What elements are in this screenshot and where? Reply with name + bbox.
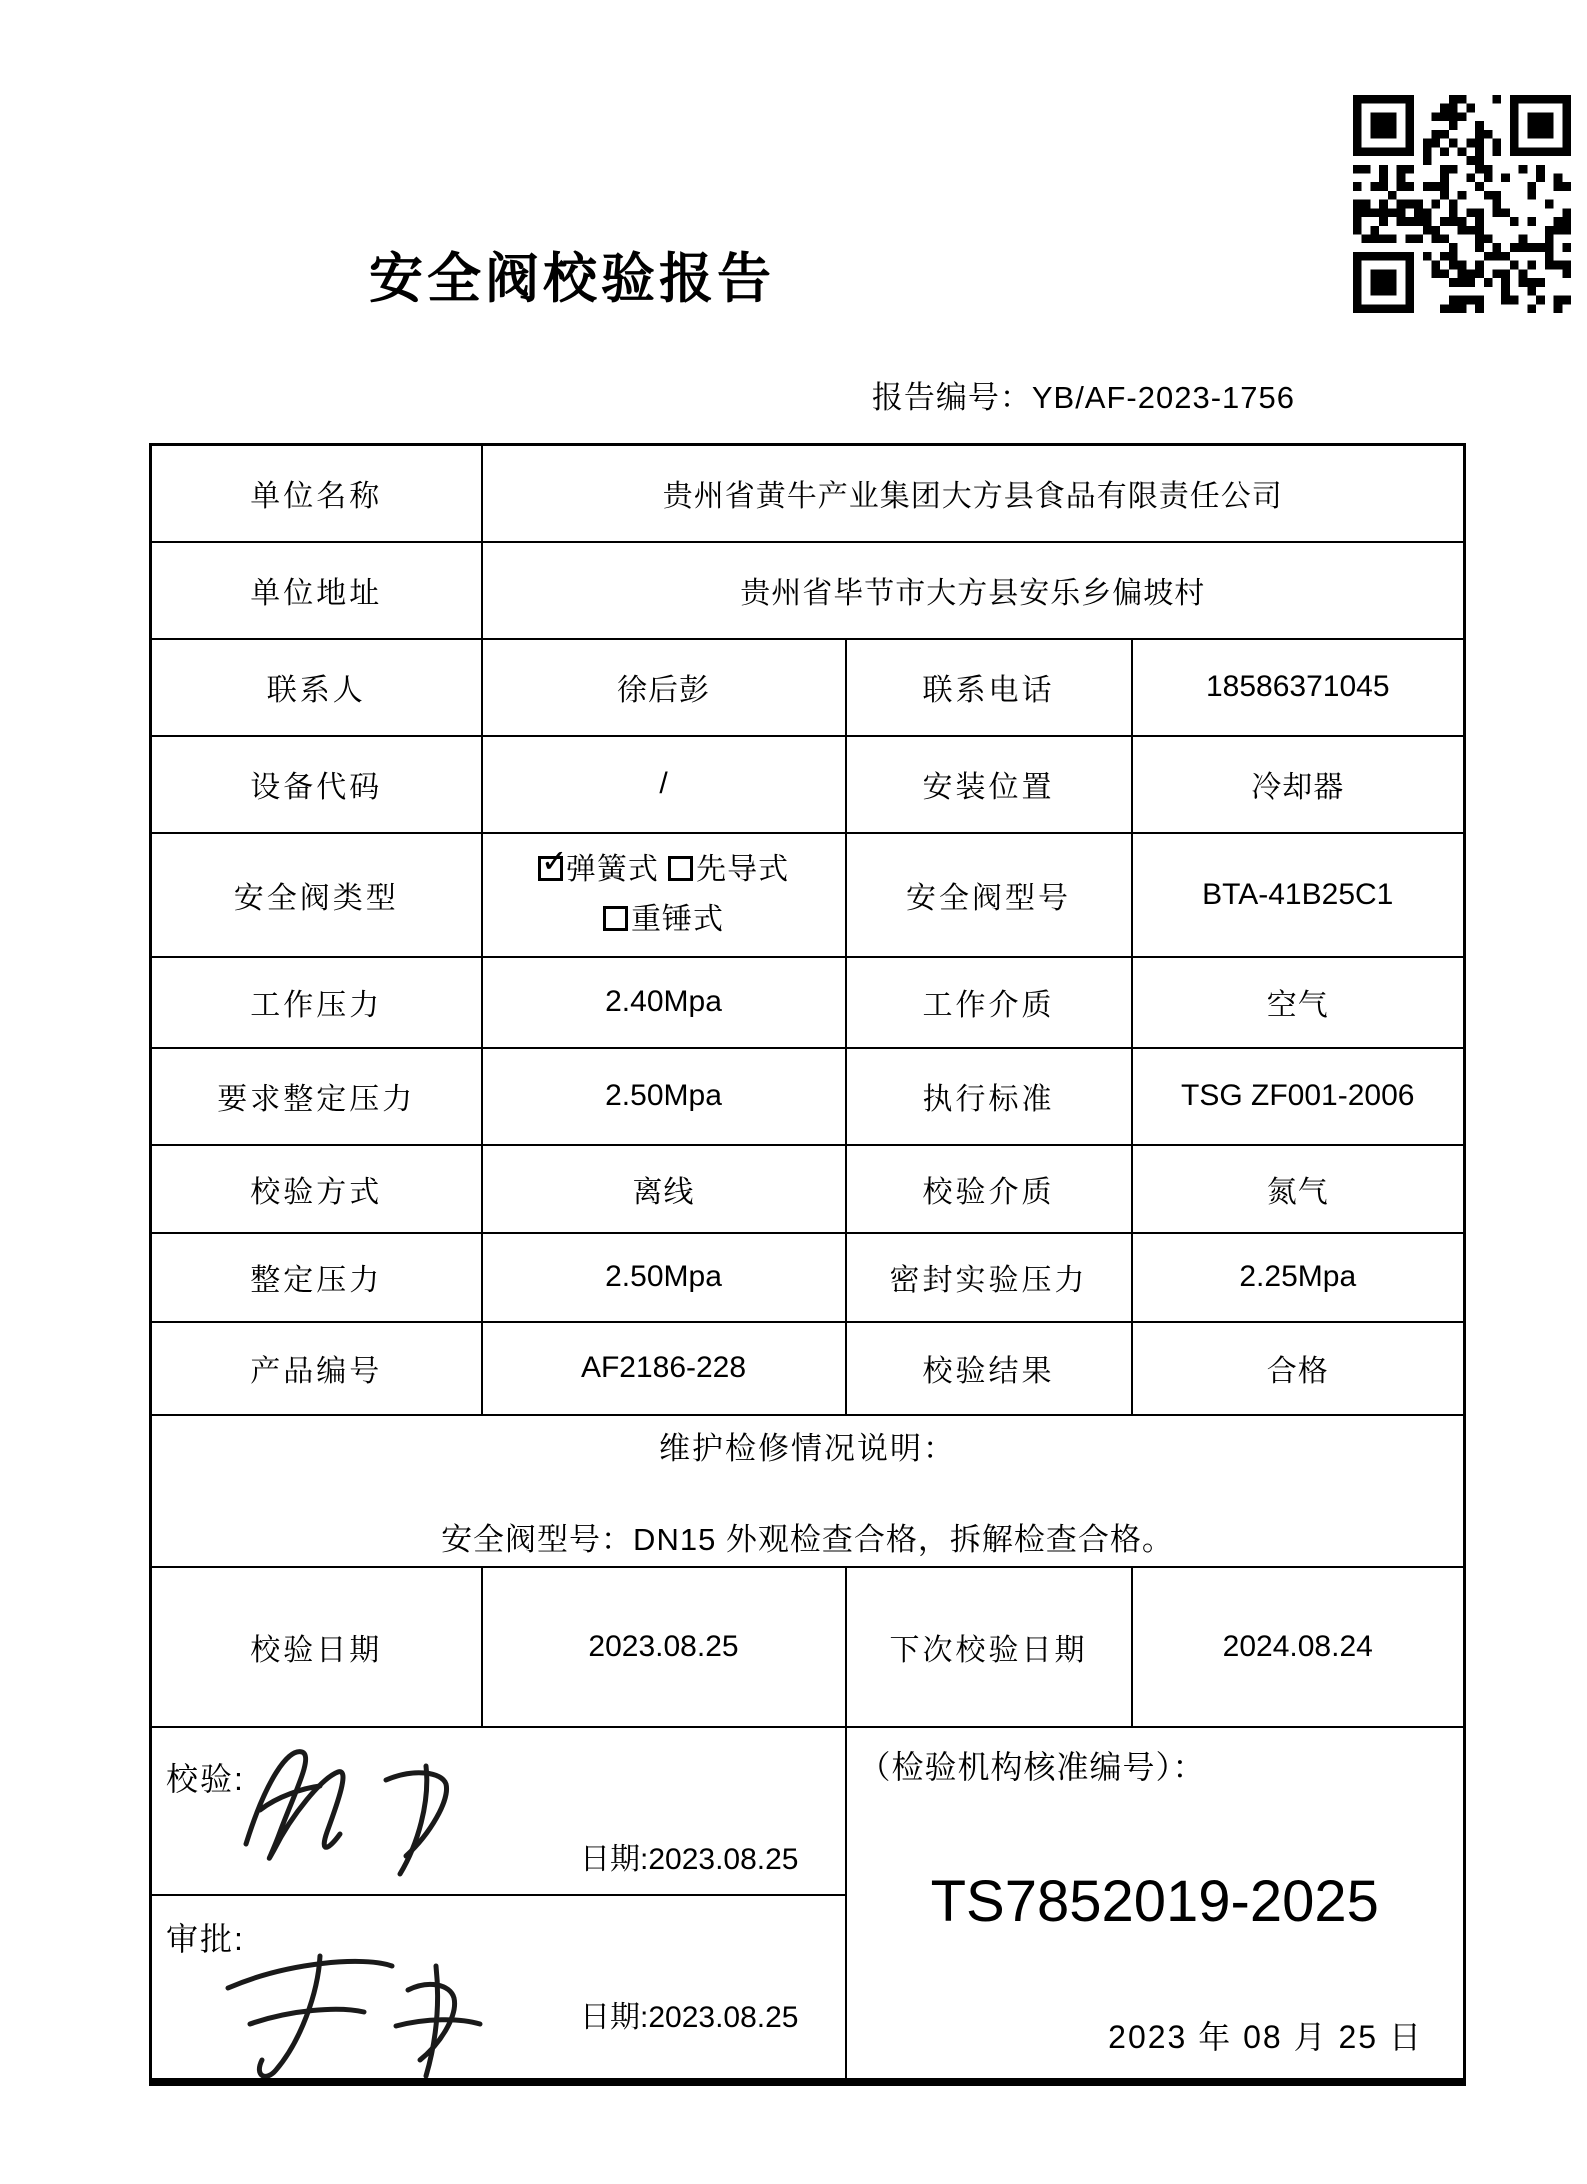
unit-address-label: 单位地址 [151, 542, 482, 639]
valve-type-options [482, 833, 846, 957]
cal-date-value: 2023.08.25 [482, 1567, 846, 1727]
approver-date: 日期:2023.08.25 [580, 2000, 799, 2034]
row-cal-dates [151, 1567, 1465, 1727]
row-calibrator-sign [151, 1727, 1465, 1895]
next-cal-date-value: 2024.08.24 [1132, 1567, 1465, 1727]
unit-name-value: 贵州省黄牛产业集团大方县食品有限责任公司 [482, 445, 1465, 542]
qr-code [1353, 95, 1571, 313]
org-code-label: （检验机构核准编号）： [858, 1748, 1206, 1785]
org-code-value: TS7852019-2025 [930, 1868, 1379, 1934]
row-valve-type [151, 833, 1465, 957]
row-work-pressure [151, 957, 1465, 1048]
valve-type-line1 [489, 842, 839, 895]
install-pos-label: 安装位置 [846, 736, 1132, 833]
unit-name-label: 单位名称 [151, 445, 482, 542]
product-no-label: 产品编号 [151, 1322, 482, 1415]
phone-value: 18586371045 [1132, 639, 1465, 736]
cal-date-label: 校验日期 [151, 1567, 482, 1727]
cal-medium-label: 校验介质 [846, 1145, 1132, 1233]
row-unit-name [151, 445, 1465, 542]
report-table [149, 443, 1466, 2086]
calibrator-sign-cell [151, 1727, 846, 1895]
maintenance-note-cell [151, 1415, 1465, 1567]
row-device [151, 736, 1465, 833]
checkbox-weight-label: 重锤式 [631, 902, 724, 936]
install-pos-value: 冷却器 [1132, 736, 1465, 833]
work-medium-label: 工作介质 [846, 957, 1132, 1048]
row-set-pressure [151, 1233, 1465, 1322]
required-set-pressure-label: 要求整定压力 [151, 1048, 482, 1145]
maintenance-note-text: 安全阀型号：DN15 外观检查合格，拆解检查合格。 [441, 1521, 1174, 1557]
calibrator-signature [208, 1727, 518, 1892]
work-pressure-label: 工作压力 [151, 957, 482, 1048]
row-maintenance [151, 1415, 1465, 1567]
org-approval-cell [846, 1727, 1465, 2082]
row-product-no [151, 1322, 1465, 1415]
device-code-label: 设备代码 [151, 736, 482, 833]
cal-medium-value: 氮气 [1132, 1145, 1465, 1233]
checkbox-spring-type [538, 842, 569, 881]
approver-signature [192, 1932, 512, 2082]
checkbox-spring-mark: ✓ [540, 842, 569, 879]
checkbox-pilot-label: 先导式 [696, 852, 790, 886]
cal-result-value: 合格 [1132, 1322, 1465, 1415]
row-unit-address [151, 542, 1465, 639]
next-cal-date-label: 下次校验日期 [846, 1567, 1132, 1727]
cal-method-label: 校验方式 [151, 1145, 482, 1233]
contact-label: 联系人 [151, 639, 482, 736]
report-number: 报告编号：YB/AF-2023-1756 [871, 380, 1295, 415]
valve-model-label: 安全阀型号 [846, 833, 1132, 957]
calibrator-label: 校验: [166, 1760, 245, 1797]
cal-method-value: 离线 [482, 1145, 846, 1233]
valve-model-value: BTA-41B25C1 [1132, 833, 1465, 957]
checkbox-weight-type [603, 906, 628, 931]
set-pressure-value: 2.50Mpa [482, 1233, 846, 1322]
device-code-value: / [482, 736, 846, 833]
row-required-set-pressure [151, 1048, 1465, 1145]
seal-test-pressure-value: 2.25Mpa [1132, 1233, 1465, 1322]
contact-value: 徐后彭 [482, 639, 846, 736]
report-title: 安全阀校验报告 [369, 249, 775, 309]
required-set-pressure-value: 2.50Mpa [482, 1048, 846, 1145]
product-no-value: AF2186-228 [482, 1322, 846, 1415]
seal-test-pressure-label: 密封实验压力 [846, 1233, 1132, 1322]
standard-value: TSG ZF001-2006 [1132, 1048, 1465, 1145]
row-contact [151, 639, 1465, 736]
phone-label: 联系电话 [846, 639, 1132, 736]
approver-label: 审批: [166, 1920, 245, 1957]
maintenance-note-title: 维护检修情况说明： [659, 1430, 956, 1466]
set-pressure-label: 整定压力 [151, 1233, 482, 1322]
valve-type-line2 [489, 895, 839, 945]
row-cal-method [151, 1145, 1465, 1233]
standard-label: 执行标准 [846, 1048, 1132, 1145]
work-medium-value: 空气 [1132, 957, 1465, 1048]
work-pressure-value: 2.40Mpa [482, 957, 846, 1048]
approver-sign-cell [151, 1895, 846, 2082]
checkbox-spring-label: 弹簧式 [565, 852, 659, 886]
cal-result-label: 校验结果 [846, 1322, 1132, 1415]
checkbox-pilot-type [668, 856, 693, 881]
calibrator-date: 日期:2023.08.25 [580, 1842, 799, 1876]
issue-date: 2023 年 08 月 25 日 [1108, 2018, 1423, 2055]
valve-type-label: 安全阀类型 [151, 833, 482, 957]
unit-address-value: 贵州省毕节市大方县安乐乡偏坡村 [482, 542, 1465, 639]
